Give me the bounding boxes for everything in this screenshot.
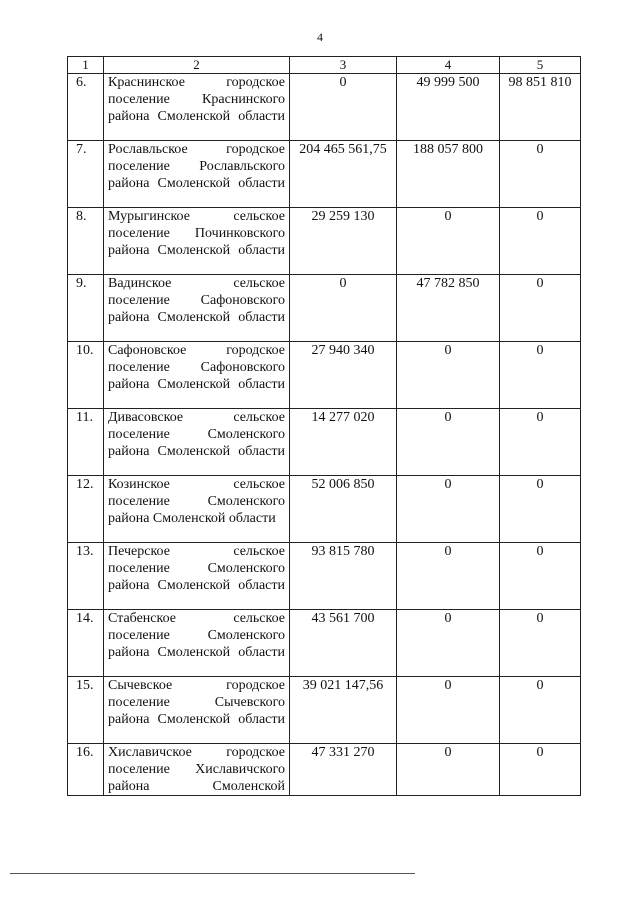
header-cell-1: 1	[68, 57, 104, 74]
row-number: 7.	[68, 141, 104, 208]
value-col-5: 0	[500, 275, 581, 342]
settlement-name: Печерское сельское поселение Смоленского района Смоленской области	[104, 543, 290, 610]
value-col-3: 93 815 780	[290, 543, 397, 610]
settlement-name: Козинское сельское поселение Смоленского района Смоленской области	[104, 476, 290, 543]
table-row	[68, 610, 581, 677]
value-col-3: 47 331 270	[290, 744, 397, 796]
value-col-4: 0	[397, 476, 500, 543]
row-number: 12.	[68, 476, 104, 543]
value-col-5: 0	[500, 543, 581, 610]
settlement-name: Стабенское сельское поселение Смоленского района Смоленской области	[104, 610, 290, 677]
table-header-row	[68, 57, 581, 74]
header-cell-2: 2	[104, 57, 290, 74]
table-row	[68, 744, 581, 796]
table-row	[68, 476, 581, 543]
value-col-5: 0	[500, 677, 581, 744]
value-col-3: 39 021 147,56	[290, 677, 397, 744]
value-col-4: 0	[397, 744, 500, 796]
value-col-3: 52 006 850	[290, 476, 397, 543]
row-number: 14.	[68, 610, 104, 677]
settlement-name: Краснинское городское поселение Краснинского района Смоленской области	[104, 74, 290, 141]
value-col-3: 0	[290, 275, 397, 342]
footer-rule	[10, 873, 415, 874]
row-number: 13.	[68, 543, 104, 610]
row-number: 8.	[68, 208, 104, 275]
value-col-4: 0	[397, 409, 500, 476]
table-row	[68, 342, 581, 409]
table-row	[68, 409, 581, 476]
table-row	[68, 677, 581, 744]
table-row	[68, 74, 581, 141]
value-col-5: 0	[500, 342, 581, 409]
value-col-4: 0	[397, 677, 500, 744]
value-col-5: 0	[500, 409, 581, 476]
value-col-5: 0	[500, 208, 581, 275]
row-number: 16.	[68, 744, 104, 796]
value-col-4: 188 057 800	[397, 141, 500, 208]
table-row	[68, 543, 581, 610]
header-cell-4: 4	[397, 57, 500, 74]
settlement-name: Вадинское сельское поселение Сафоновского района Смоленской области	[104, 275, 290, 342]
table-row	[68, 275, 581, 342]
row-number: 15.	[68, 677, 104, 744]
table-row	[68, 141, 581, 208]
value-col-4: 47 782 850	[397, 275, 500, 342]
settlement-name: Хиславичское городское поселение Хиславичского района Смоленской	[104, 744, 290, 796]
page-number: 4	[317, 30, 323, 44]
table-row	[68, 208, 581, 275]
settlement-name: Сычевское городское поселение Сычевского района Смоленской области	[104, 677, 290, 744]
value-col-5: 0	[500, 476, 581, 543]
row-number: 10.	[68, 342, 104, 409]
value-col-3: 27 940 340	[290, 342, 397, 409]
value-col-3: 29 259 130	[290, 208, 397, 275]
value-col-3: 0	[290, 74, 397, 141]
header-cell-3: 3	[290, 57, 397, 74]
value-col-5: 0	[500, 610, 581, 677]
value-col-4: 0	[397, 208, 500, 275]
value-col-3: 204 465 561,75	[290, 141, 397, 208]
value-col-4: 0	[397, 342, 500, 409]
value-col-4: 0	[397, 610, 500, 677]
value-col-4: 49 999 500	[397, 74, 500, 141]
value-col-5: 0	[500, 744, 581, 796]
settlement-name: Дивасовское сельское поселение Смоленского района Смоленской области	[104, 409, 290, 476]
settlement-name: Мурыгинское сельское поселение Починковского района Смоленской области	[104, 208, 290, 275]
allocation-table	[67, 56, 581, 796]
value-col-5: 0	[500, 141, 581, 208]
settlement-name: Рославльское городское поселение Рославльского района Смоленской области	[104, 141, 290, 208]
value-col-3: 43 561 700	[290, 610, 397, 677]
row-number: 11.	[68, 409, 104, 476]
value-col-3: 14 277 020	[290, 409, 397, 476]
settlement-name: Сафоновское городское поселение Сафоновского района Смоленской области	[104, 342, 290, 409]
value-col-4: 0	[397, 543, 500, 610]
header-cell-5: 5	[500, 57, 581, 74]
row-number: 9.	[68, 275, 104, 342]
value-col-5: 98 851 810	[500, 74, 581, 141]
row-number: 6.	[68, 74, 104, 141]
